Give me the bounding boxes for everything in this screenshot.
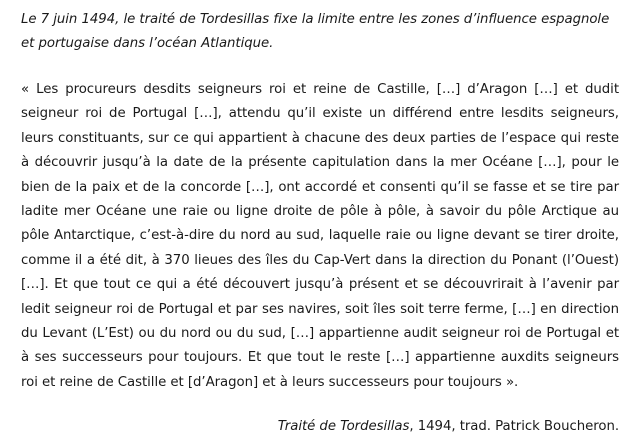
source-work-title: Traité de Tordesillas (277, 419, 410, 435)
source-citation (21, 415, 619, 439)
intro-paragraph: Le 7 juin 1494, le traité de Tordesillas fixe la limite entre les zones d’influence espagnole et portugaise dans l’océan Atlantique. (21, 12, 610, 51)
quote-paragraph: « Les procureurs desdits seigneurs roi et reine de Castille, […] d’Aragon […] et dudit seigneur roi de Portugal […], attendu qu’il existe un différend entre lesdits seigneurs, leurs constituants, sur ce qui appartient à chacune des deux parties de l’espace qui reste à découvrir jusqu’à la date de la présente capitulation dans la mer Océane […], pour le bien de la paix et de la concorde […], ont accordé et consenti qu’il se fasse et se tire par ladite mer Océane une raie ou ligne droite de pôle à pôle, à savoir du pôle Arctique au pôle Antarctique, c’est-à-dire du nord au sud, laquelle raie ou ligne devant se tirer droite, comme il a été dit, à 370 lieues des îles du Cap-Vert dans la direction du Ponant (l’Ouest) […]. Et que tout ce qui a été découvert jusqu’à présent et se découvrirait à l’avenir par ledit seigneur roi de Portugal et par ses navires, soit îles soit terre ferme, […] en direction du Levant (L’Est) ou du nord ou du sud, […] appartienne audit seigneur roi de Portugal et à ses successeurs pour toujours. Et que tout le reste […] appartienne auxdits seigneurs roi et reine de Castille et [d’Aragon] et à leurs successeurs pour toujours ». (21, 82, 619, 390)
source-details: , 1494, trad. Patrick Boucheron. (409, 419, 619, 435)
